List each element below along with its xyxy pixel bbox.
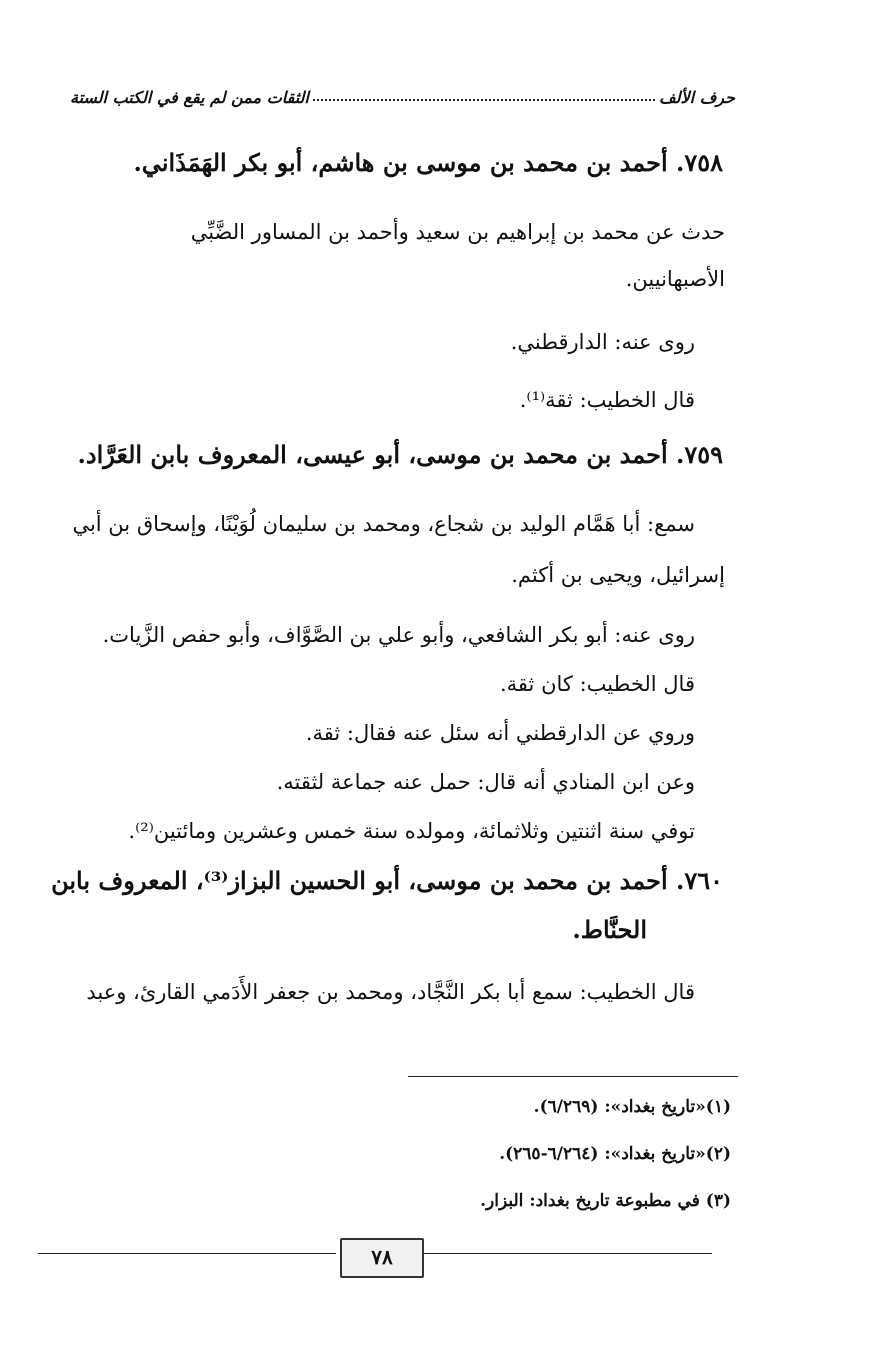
header-book-title: الثقات ممن لم يقع في الكتب الستة (70, 88, 309, 107)
entry-759-para-5: وروي عن الدارقطني أنه سئل عنه فقال: ثقة. (305, 721, 695, 745)
entry-758-para-2: الأصبهانيين. (625, 267, 725, 291)
running-header (70, 88, 735, 107)
footnote-1: (١)«تاريخ بغداد»: (٦/٢٦٩). (533, 1097, 731, 1117)
entry-759-para-2: إسرائيل، ويحيى بن أكثم. (511, 563, 725, 587)
header-chapter: حرف الألف (659, 88, 735, 107)
entry-760-title-line-2: الحنَّاط. (572, 915, 647, 944)
entry-758-title: ٧٥٨. أحمد بن محمد بن موسى بن هاشم، أبو بكر الهَمَذَاني. (133, 148, 723, 177)
page-number: ٧٨ (340, 1238, 424, 1278)
page-number-rule-left (38, 1253, 336, 1254)
entry-759-para-4: قال الخطيب: كان ثقة. (500, 672, 695, 696)
page-number-rule-right (422, 1253, 712, 1254)
entry-760-para-1: قال الخطيب: سمع أبا بكر النَّجَّاد، ومحمد بن جعفر الأَدَمي القارئ، وعبد (86, 980, 695, 1004)
entry-759-para-7: توفي سنة اثنتين وثلاثمائة، ومولده سنة خمس وعشرين ومائتين⁽²⁾. (128, 819, 695, 843)
entry-760-title-line-1: ٧٦٠. أحمد بن محمد بن موسى، أبو الحسين البزاز⁽³⁾، المعروف بابن (51, 866, 723, 895)
footnote-3: (٣) في مطبوعة تاريخ بغداد: البزار. (480, 1191, 731, 1211)
entry-759-title: ٧٥٩. أحمد بن محمد بن موسى، أبو عيسى، المعروف بابن العَرَّاد. (77, 440, 723, 469)
entry-759-para-3: روى عنه: أبو بكر الشافعي، وأبو علي بن الصَّوَّاف، وأبو حفص الزَّيات. (102, 623, 695, 647)
entry-758-para-3: روى عنه: الدارقطني. (510, 330, 695, 354)
entry-758-para-4: قال الخطيب: ثقة⁽¹⁾. (519, 388, 695, 412)
entry-759-para-6: وعن ابن المنادي أنه قال: حمل عنه جماعة لثقته. (276, 770, 695, 794)
entry-758-para-1: حدث عن محمد بن إبراهيم بن سعيد وأحمد بن المساور الضَّبِّي (190, 220, 725, 244)
footnote-2: (٢)«تاريخ بغداد»: (٦/٢٦٤-٢٦٥). (499, 1144, 731, 1164)
footnotes-divider (408, 1076, 738, 1077)
header-dots (313, 88, 655, 101)
entry-759-para-1: سمع: أبا هَمَّام الوليد بن شجاع، ومحمد بن سليمان لُوَيْنًا، وإسحاق بن أبي (72, 512, 695, 536)
